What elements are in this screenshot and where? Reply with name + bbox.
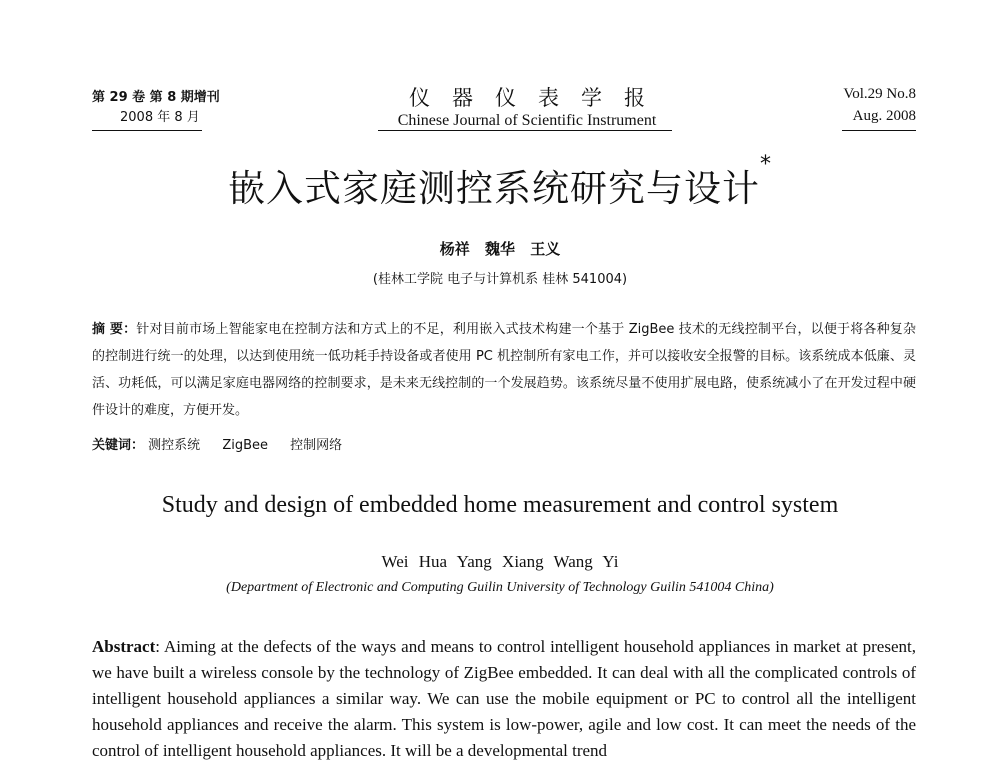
journal-name-en: Chinese Journal of Scientific Instrument	[397, 112, 657, 129]
keyword-item: ZigBee	[222, 438, 268, 453]
header-center	[362, 86, 692, 132]
volume-issue-cn: 第 29 卷 第 8 期增刊	[92, 90, 220, 105]
abstract-en-text: Aiming at the defects of the ways and means to control intelligent household appliances in market at present, we have built a wireless console by the technology of ZigBee embedded. It can deal with all the complicated controls of intelligent household appliances a similar way. We can use the mobile equipment or PC to control all the intelligent household appliances and receive the alarm. This system is low-power, agile and low cost. It can meet the needs of the control of intelligent household appliances. It will be a developmental trend	[92, 637, 916, 760]
keyword-item: 控制网络	[290, 438, 343, 453]
date-en: Aug. 2008	[852, 108, 916, 124]
abstract-cn	[92, 316, 916, 424]
keywords-cn	[92, 434, 916, 453]
keywords-cn-label: 关键词：	[92, 438, 145, 453]
header-rule-right	[842, 130, 916, 131]
journal-name-cn: 仪器仪表学报	[409, 86, 667, 110]
header-rule-left	[92, 130, 202, 131]
header-right	[796, 86, 916, 128]
paper-title-cn	[0, 152, 1000, 212]
abstract-cn-text: 针对目前市场上智能家电在控制方法和方式上的不足，利用嵌入式技术构建一个基于 ZigBee 技术的无线控制平台，以便于将各种复杂的控制进行统一的处理，以达到使用统一低功耗手持设备或者使用 PC 机控制所有家电工作，并可以接收安全报警的目标。该系统成本低廉、灵活、功耗低，可以满足家庭电器网络的控制要求，是未来无线控制的一个发展趋势。该系统尽量不使用扩展电路，使系统减小了在开发过程中硬件设计的难度，方便开发。	[92, 322, 916, 418]
journal-header	[92, 86, 916, 132]
abstract-en-label: Abstract	[92, 637, 156, 656]
affiliation-cn: (桂林工学院 电子与计算机系 桂林 541004)	[372, 272, 628, 287]
abstract-en	[92, 634, 916, 764]
authors-cn: 杨祥 魏华 王义	[439, 240, 561, 258]
header-rule-center	[378, 130, 672, 131]
title-cn-text: 嵌入式家庭测控系统研究与设计	[228, 167, 760, 210]
authors-en: Wei Hua Yang Xiang Wang Yi	[381, 552, 619, 571]
keyword-item: 测控系统	[148, 438, 201, 453]
paper-title-en: Study and design of embedded home measurement and control system	[161, 492, 839, 518]
abstract-cn-label: 摘 要：	[92, 322, 137, 337]
date-cn: 2008 年 8 月	[120, 110, 200, 125]
abstract-en-sep: :	[155, 637, 160, 656]
title-footnote-mark: *	[760, 152, 772, 177]
affiliation-en: (Department of Electronic and Computing Guilin University of Technology Guilin 541004 China)	[226, 580, 774, 595]
header-left	[92, 86, 262, 126]
volume-en: Vol.29 No.8	[843, 86, 916, 102]
